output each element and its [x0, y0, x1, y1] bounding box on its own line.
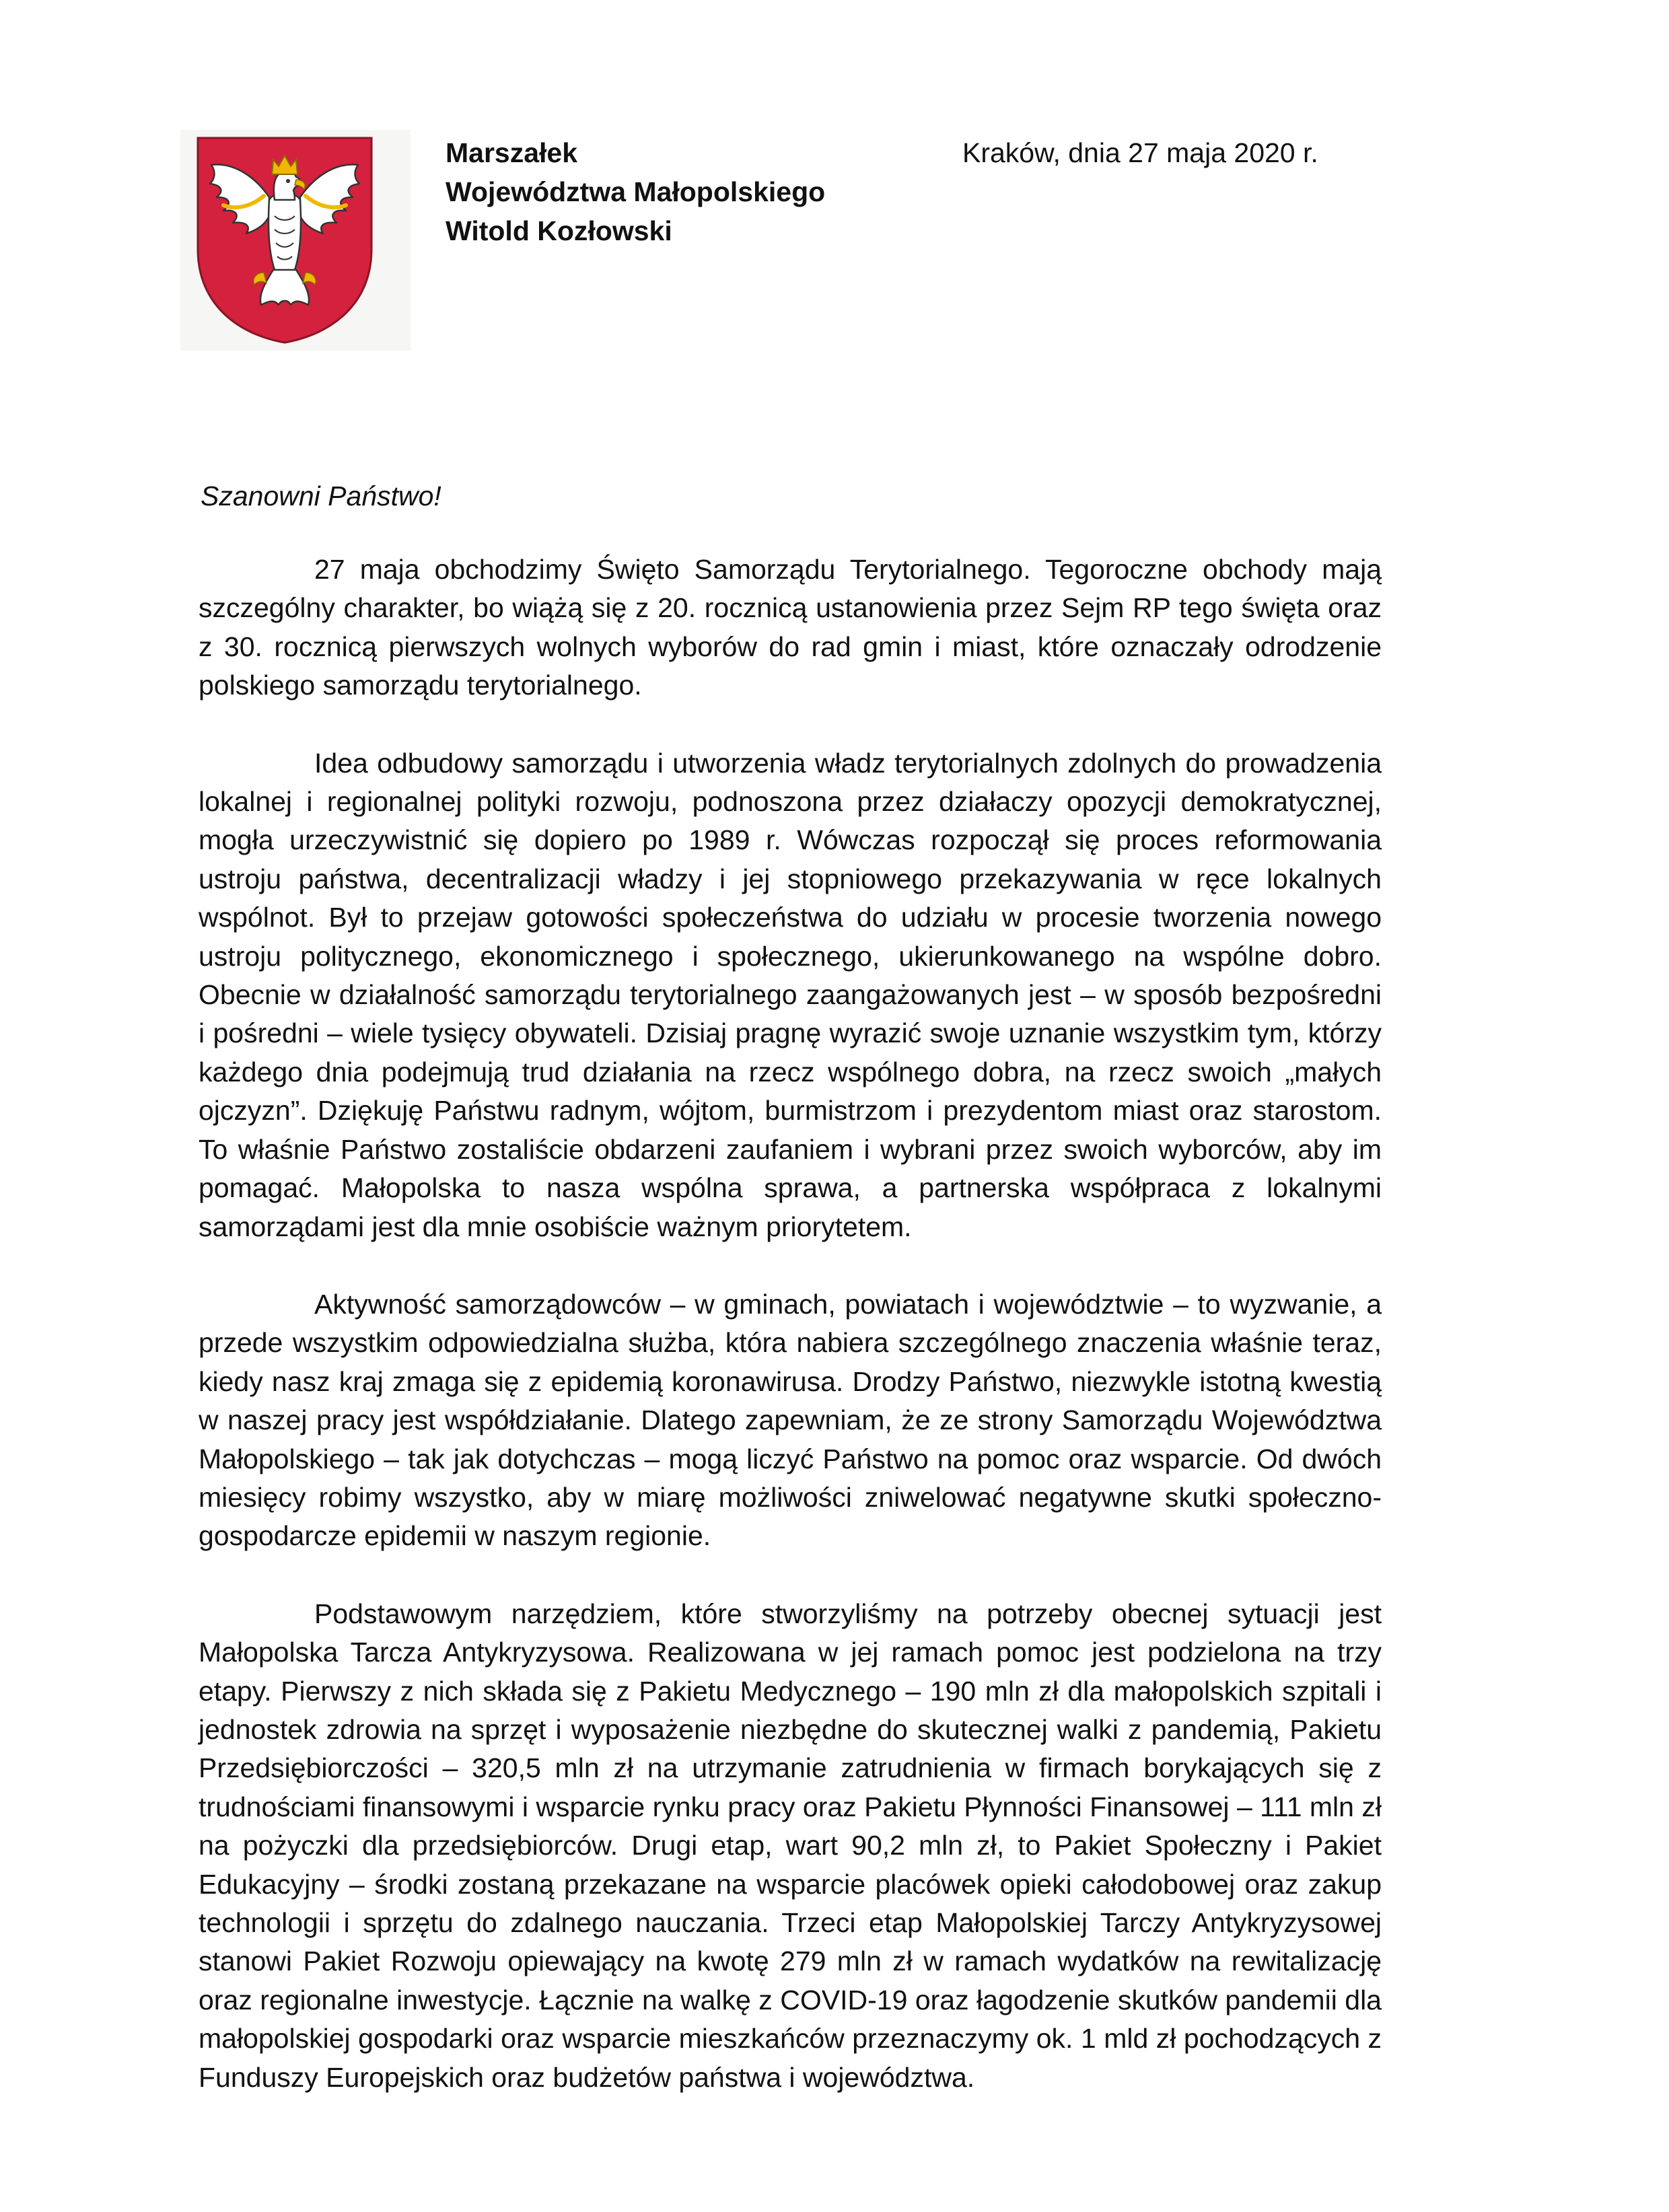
sender-title: Marszałek	[446, 137, 578, 168]
paragraph: Aktywność samorządowców – w gminach, powiatach i województwie – to wyzwanie, a przede wszystkim odpowiedzialna służba, która nabiera szczególnego znaczenia właśnie teraz, kiedy nasz kraj zmaga się z epidemią koronawirusa. Drodzy Państwo, niezwykle istotną kwestią w naszej pracy jest współdziałanie. Dlatego zapewniam, że ze strony Samorządu Województwa Małopolskiego – tak jak dotychczas – mogą liczyć Państwo na pomoc oraz wsparcie. Od dwóch miesięcy robimy wszystko, aby w miarę możliwości zniwelować negatywne skutki społeczno-gospodarcze epidemii w naszym regionie.	[199, 1288, 1382, 1552]
coat-of-arms	[180, 130, 411, 351]
paragraph: Podstawowym narzędziem, które stworzyliśmy na potrzeby obecnej sytuacji jest Małopolska Tarcza Antykryzysowa. Realizowana w jej ramach pomoc jest podzielona na trzy etapy. Pierwszy z nich składa się z Pakietu Medycznego – 190 mln zł dla małopolskich szpitali i jednostek zdrowia na sprzęt i wyposażenie niezbędne do skutecznej walki z pandemią, Pakietu Przedsiębiorczości – 320,5 mln zł na utrzymanie zatrudnienia w firmach borykających się z trudnościami finansowymi i wsparcie rynku pracy oraz Pakietu Płynności Finansowej – 111 mln zł na pożyczki dla przedsiębiorców. Drugi etap, wart 90,2 mln zł, to Pakiet Społeczny i Pakiet Edukacyjny – środki zostaną przekazane na wsparcie placówek opieki całodobowej oraz zakup technologii i sprzętu do zdalnego nauczania. Trzeci etap Małopolskiej Tarczy Antykryzysowej stanowi Pakiet Rozwoju opiewający na kwotę 279 mln zł w ramach wydatków na rewitalizację oraz regionalne inwestycje. Łącznie na walkę z COVID-19 oraz łagodzenie skutków pandemii dla małopolskiej gospodarki oraz wsparcie mieszkańców przeznaczymy ok. 1 mld zł pochodzących z Funduszy Europejskich oraz budżetów państwa i województwa.	[199, 1598, 1382, 2093]
greeting: Szanowni Państwo!	[201, 480, 441, 511]
coat-of-arms-icon	[194, 135, 376, 345]
sender-name: Witold Kozłowski	[446, 215, 672, 246]
place-date: Kraków, dnia 27 maja 2020 r.	[962, 137, 1318, 168]
letter-body	[199, 550, 1382, 2136]
sender-block	[446, 133, 825, 250]
paragraph: 27 maja obchodzimy Święto Samorządu Terytorialnego. Tegoroczne obchody mają szczególny charakter, bo wiążą się z 20. rocznicą ustanowienia przez Sejm RP tego święta oraz z 30. rocznicą pierwszych wolnych wyborów do rad gmin i miast, które oznaczały odrodzenie polskiego samorządu terytorialnego.	[199, 554, 1382, 701]
sender-office: Województwa Małopolskiego	[446, 176, 826, 207]
paragraph: Idea odbudowy samorządu i utworzenia władz terytorialnych zdolnych do prowadzenia lokalnej i regionalnej polityki rozwoju, podnoszona przez działaczy opozycji demokratycznej, mogła urzeczywistnić się dopiero po 1989 r. Wówczas rozpoczął się proces reformowania ustroju państwa, decentralizacji władzy i jej stopniowego przekazywania w ręce lokalnych wspólnot. Był to przejaw gotowości społeczeństwa do udziału w procesie tworzenia nowego ustroju politycznego, ekonomicznego i społecznego, ukierunkowanego na wspólne dobro. Obecnie w działalność samorządu terytorialnego zaangażowanych jest – w sposób bezpośredni i pośredni – wiele tysięcy obywateli. Dzisiaj pragnę wyrazić swoje uznanie wszystkim tym, którzy każdego dnia podejmują trud działania na rzecz wspólnego dobra, na rzecz swoich „małych ojczyzn”. Dziękuję Państwu radnym, wójtom, burmistrzom i prezydentom miast oraz starostom. To właśnie Państwo zostaliście obdarzeni zaufaniem i wybrani przez swoich wyborców, aby im pomagać. Małopolska to nasza wspólna sprawa, a partnerska współpraca z lokalnymi samorządami jest dla mnie osobiście ważnym priorytetem.	[199, 747, 1382, 1242]
